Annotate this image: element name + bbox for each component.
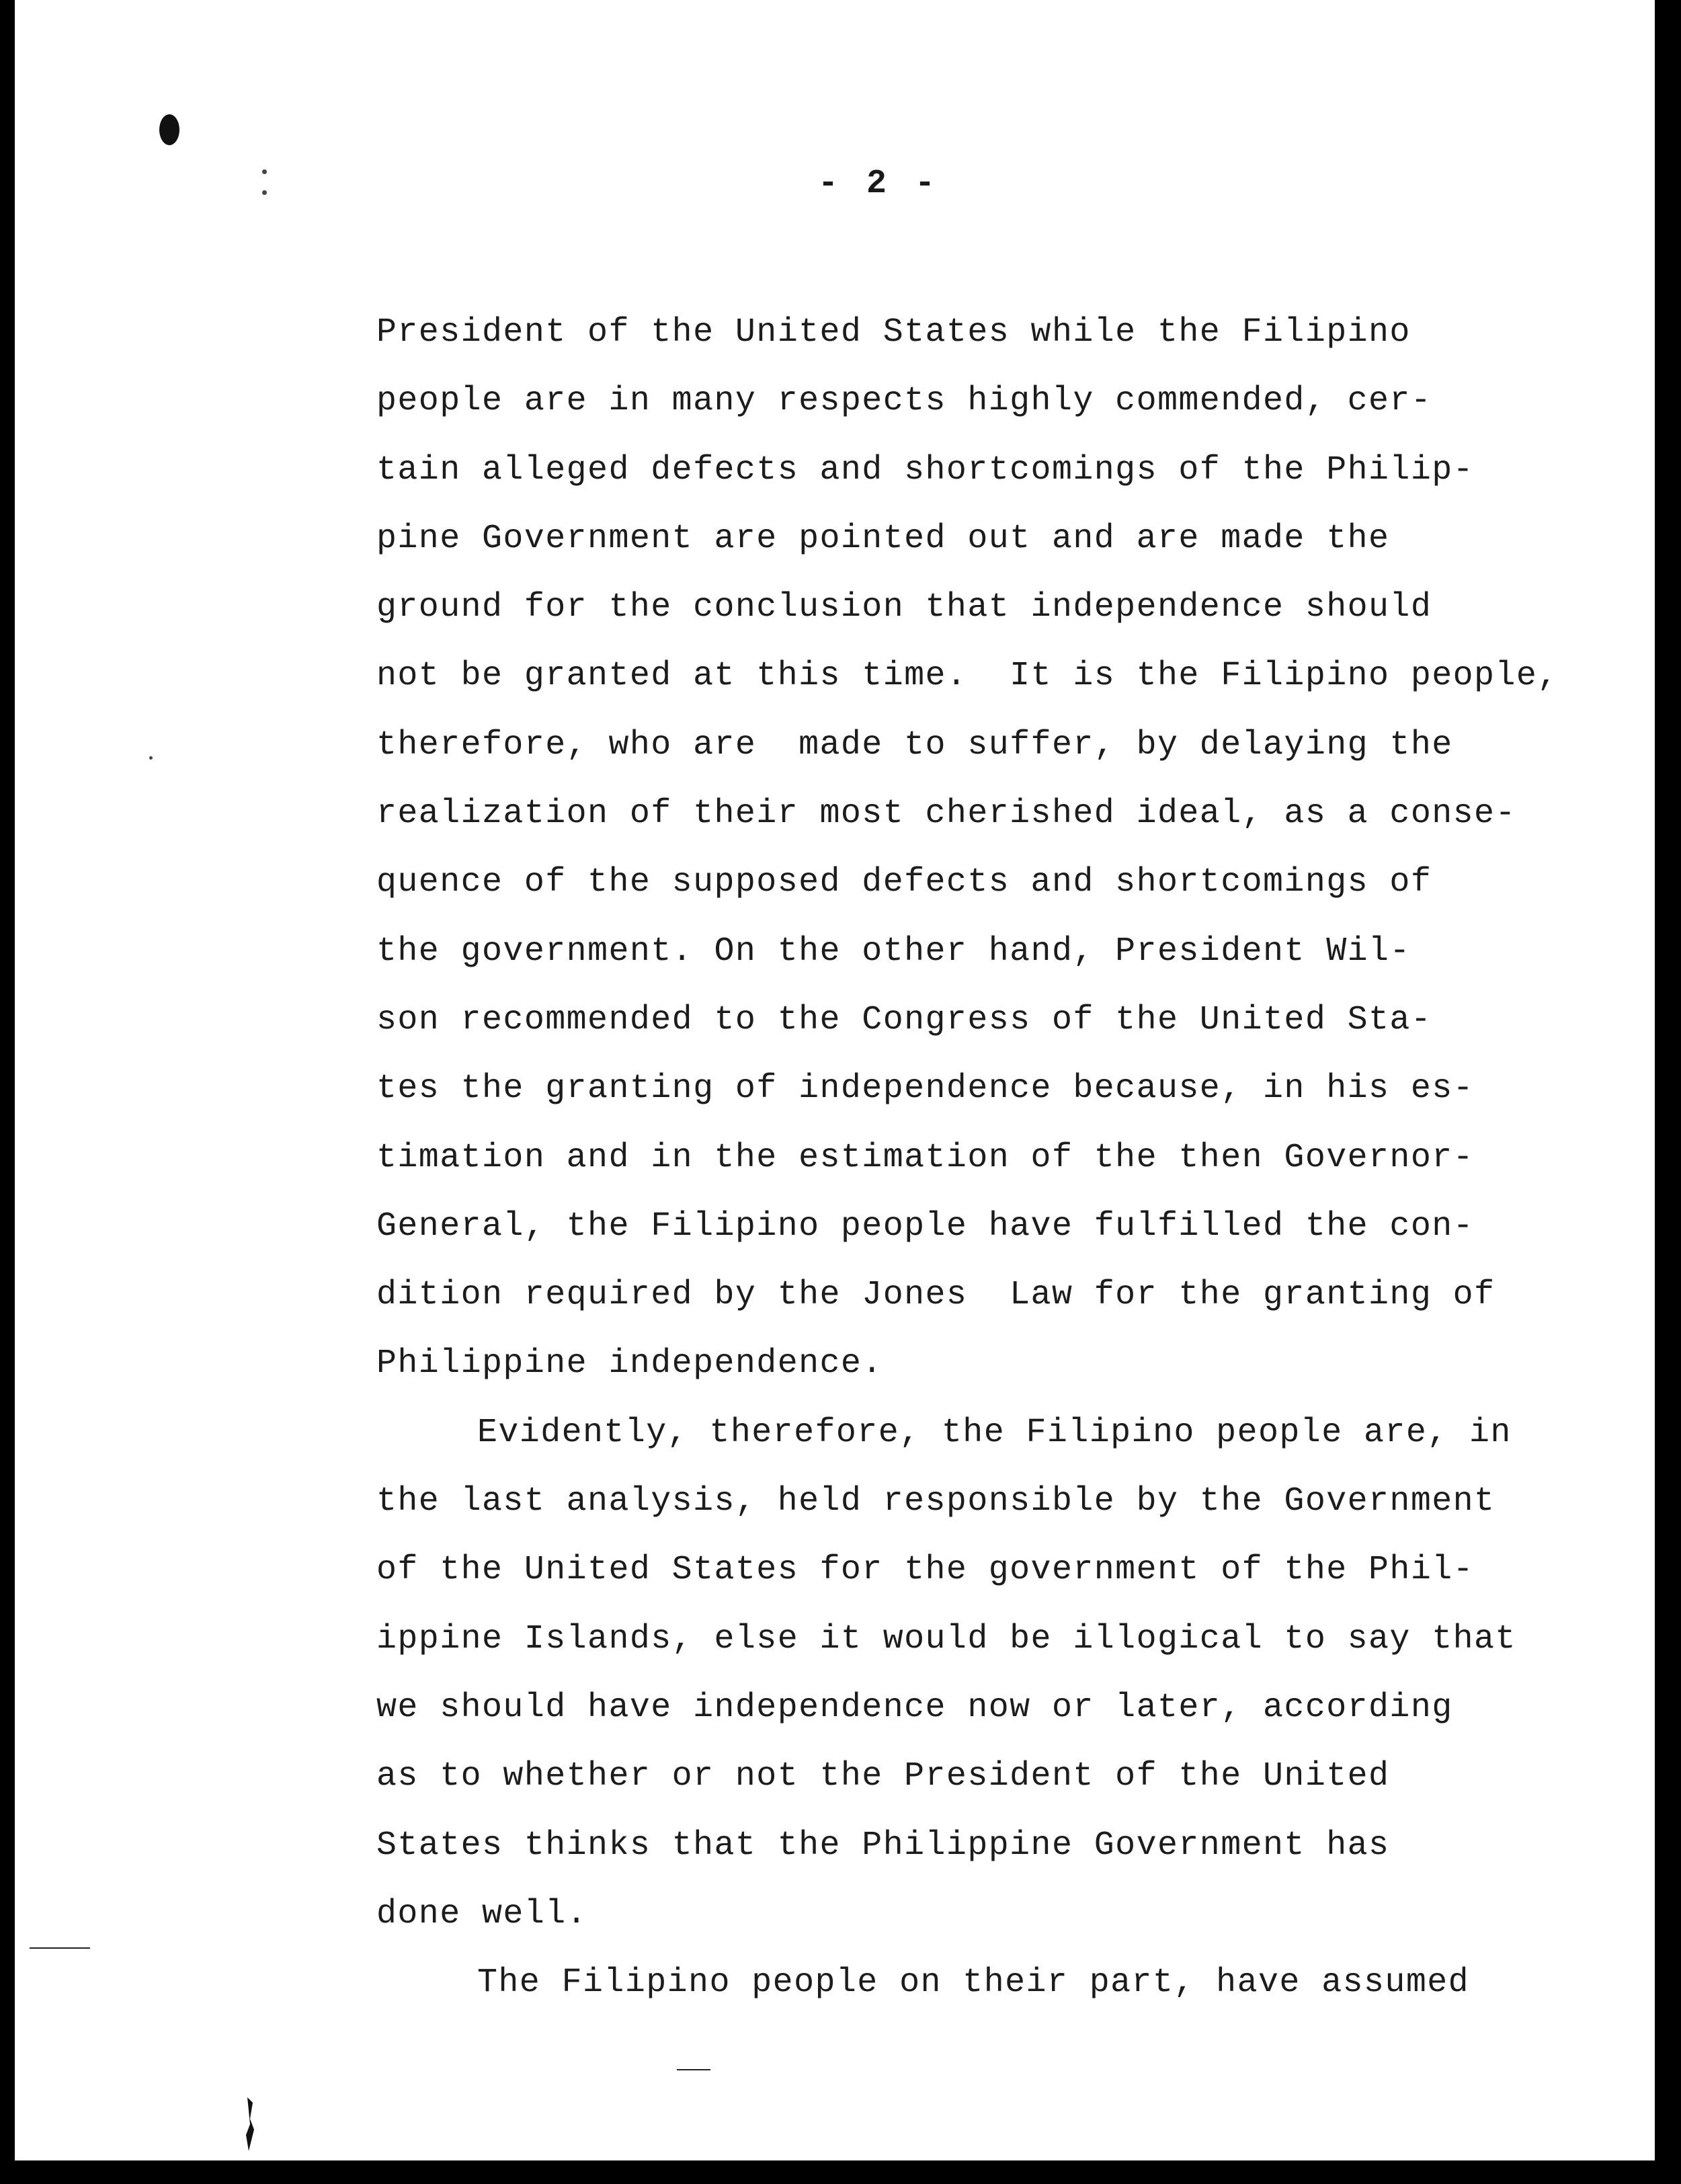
page-number: - 2 - [818,165,940,203]
margin-mark [30,1947,90,1949]
text-line: quence of the supposed defects and shortcomings of [376,863,1432,902]
ink-speck [262,169,267,174]
paragraph-start-line: Evidently, therefore, the Filipino people are, in [477,1413,1512,1452]
text-line: Philippine independence. [376,1344,883,1383]
paragraph-start-line: The Filipino people on their part, have assumed [477,1964,1470,2003]
text-line: son recommended to the Congress of the United Sta- [376,1000,1432,1039]
text-line: pine Government are pointed out and are made the [376,519,1390,558]
document-page [15,0,1655,2160]
text-line: dition required by the Jones Law for the granting of [376,1276,1495,1315]
text-line: tes the granting of independence because, in his es- [376,1069,1475,1108]
margin-mark [677,2069,710,2070]
text-line: timation and in the estimation of the then Governor- [376,1138,1475,1177]
punch-hole-mark [159,114,179,145]
text-line: ippine Islands, else it would be illogical to say that [376,1619,1516,1658]
text-line: therefore, who are made to suffer, by delaying the [376,725,1453,764]
text-line: ground for the conclusion that independence should [376,588,1432,627]
text-line: General, the Filipino people have fulfilled the con- [376,1207,1475,1246]
text-line: States thinks that the Philippine Government has [376,1826,1390,1865]
edge-mark [243,2097,257,2151]
ink-speck [149,756,153,760]
body-text [376,298,1559,2017]
ink-speck [262,190,267,195]
text-line: not be granted at this time. It is the Filipino people, [376,657,1559,696]
text-line: people are in many respects highly commended, cer- [376,382,1432,421]
text-line: the government. On the other hand, President Wil- [376,932,1411,971]
text-line: President of the United States while the Filipino [376,313,1411,352]
text-line: realization of their most cherished ideal, as a conse- [376,795,1516,834]
text-line: tain alleged defects and shortcomings of the Philip- [376,450,1475,489]
text-line: as to whether or not the President of the United [376,1757,1390,1796]
text-line: of the United States for the government of the Phil- [376,1551,1475,1590]
text-line: we should have independence now or later, according [376,1688,1453,1727]
text-line: done well. [376,1894,588,1933]
text-line: the last analysis, held responsible by the Government [376,1482,1495,1521]
